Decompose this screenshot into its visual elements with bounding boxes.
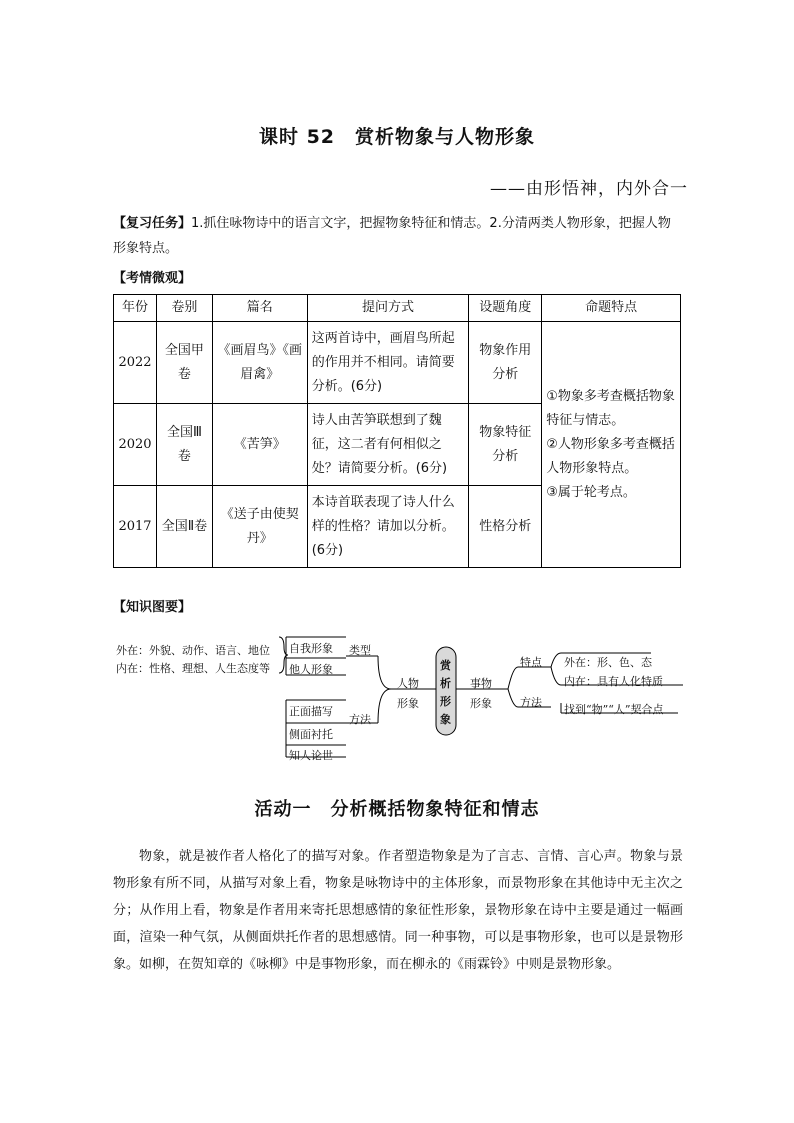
cell-paper: 全国甲卷 [156, 322, 212, 404]
cell-title: 《苦笋》 [212, 404, 307, 486]
self-image-node: 自我形象 [289, 642, 333, 655]
cell-angle: 物象特征分析 [469, 404, 542, 486]
cell-year: 2020 [114, 404, 157, 486]
exam-table-header-row [114, 295, 681, 322]
method-left-label: 方法 [349, 713, 371, 726]
header-feature: 命题特点 [542, 295, 681, 322]
header-title: 篇名 [212, 295, 307, 322]
exam-section-label: 【考情微观】 [113, 271, 192, 286]
person-image-line2: 形象 [397, 697, 419, 710]
header-angle: 设题角度 [469, 295, 542, 322]
direct-desc-node: 正面描写 [289, 705, 333, 718]
cell-question: 本诗首联表现了诗人什么样的性格？请加以分析。(6分) [307, 486, 469, 568]
center-char: 赏 [440, 659, 451, 672]
review-task-text: 1.抓住咏物诗中的语言文字，把握物象特征和情志。2.分清两类人物形象，把握人物形象特点。 [113, 216, 671, 256]
activity-title: 活动一 分析概括物象特征和情志 [254, 799, 540, 820]
center-char: 形 [440, 695, 451, 708]
know-person-node: 知人论世 [289, 749, 333, 762]
cell-year: 2017 [114, 486, 157, 568]
review-task [113, 211, 683, 261]
cell-question: 这两首诗中，画眉鸟所起的作用并不相同。请简要分析。(6分) [307, 322, 469, 404]
find-point-node: 找到“物”“人”契合点 [564, 703, 664, 716]
cell-question: 诗人由苦笋联想到了魏征，这二者有何相似之处？请简要分析。(6分) [307, 404, 469, 486]
cell-paper: 全国Ⅲ卷 [156, 404, 212, 486]
page-subtitle: ——由形悟神，内外合一 [490, 179, 688, 199]
header-question: 提问方式 [307, 295, 469, 322]
outer-note: 外在：外貌、动作、语言、地位 [116, 644, 270, 657]
inner-note: 内在：性格、理想、人生态度等 [116, 662, 270, 675]
inner-feature-node: 内在：具有人化特质 [564, 675, 663, 688]
cell-paper: 全国Ⅱ卷 [156, 486, 212, 568]
cell-features [542, 322, 681, 568]
feature-label: 特点 [520, 656, 542, 669]
header-year: 年份 [114, 295, 157, 322]
thing-image-line2: 形象 [470, 697, 492, 710]
center-char: 象 [440, 713, 451, 726]
body-paragraph: 物象，就是被作者人格化了的描写对象。作者塑造物象是为了言志、言情、言心声。物象与景物形象有所不同，从描写对象上看，物象是咏物诗中的主体形象，而景物形象在其他诗中无主次之分；从作用上看，物象是作者用来寄托思想感情的象征性形象，景物形象在诗中主要是通过一幅画面，渲染一种气氛，从侧面烘托作者的思想感情。同一种事物，可以是事物形象，也可以是景物形象。如柳，在贺知章的《咏柳》中是事物形象，而在柳永的《雨霖铃》中则是景物形象。 [113, 849, 683, 972]
cell-angle: 性格分析 [469, 486, 542, 568]
page-title: 课时 52 赏析物象与人物形象 [258, 126, 536, 148]
outer-feature-node: 外在：形、色、态 [564, 656, 652, 669]
person-image-line1: 人物 [397, 677, 419, 690]
feature-item: ②人物形象多考查概括人物形象特点。 [546, 436, 675, 476]
knowledge-label: 【知识图要】 [113, 600, 192, 615]
type-label: 类型 [349, 644, 371, 657]
cell-angle: 物象作用分析 [469, 322, 542, 404]
center-char: 析 [440, 677, 451, 690]
table-row [114, 322, 681, 404]
feature-item: ③属于轮考点。 [546, 484, 636, 500]
exam-table [113, 294, 681, 568]
method-right-label: 方法 [520, 696, 542, 709]
side-contrast-node: 侧面衬托 [289, 728, 333, 741]
knowledge-map [113, 625, 683, 765]
cell-year: 2022 [114, 322, 157, 404]
thing-image-line1: 事物 [470, 677, 492, 690]
other-image-node: 他人形象 [289, 663, 333, 676]
header-paper: 卷别 [156, 295, 212, 322]
cell-title: 《送子由使契丹》 [212, 486, 307, 568]
feature-item: ①物象多考查概括物象特征与情志。 [546, 388, 675, 428]
review-task-label: 【复习任务】 [113, 216, 192, 231]
cell-title: 《画眉鸟》《画眉禽》 [212, 322, 307, 404]
